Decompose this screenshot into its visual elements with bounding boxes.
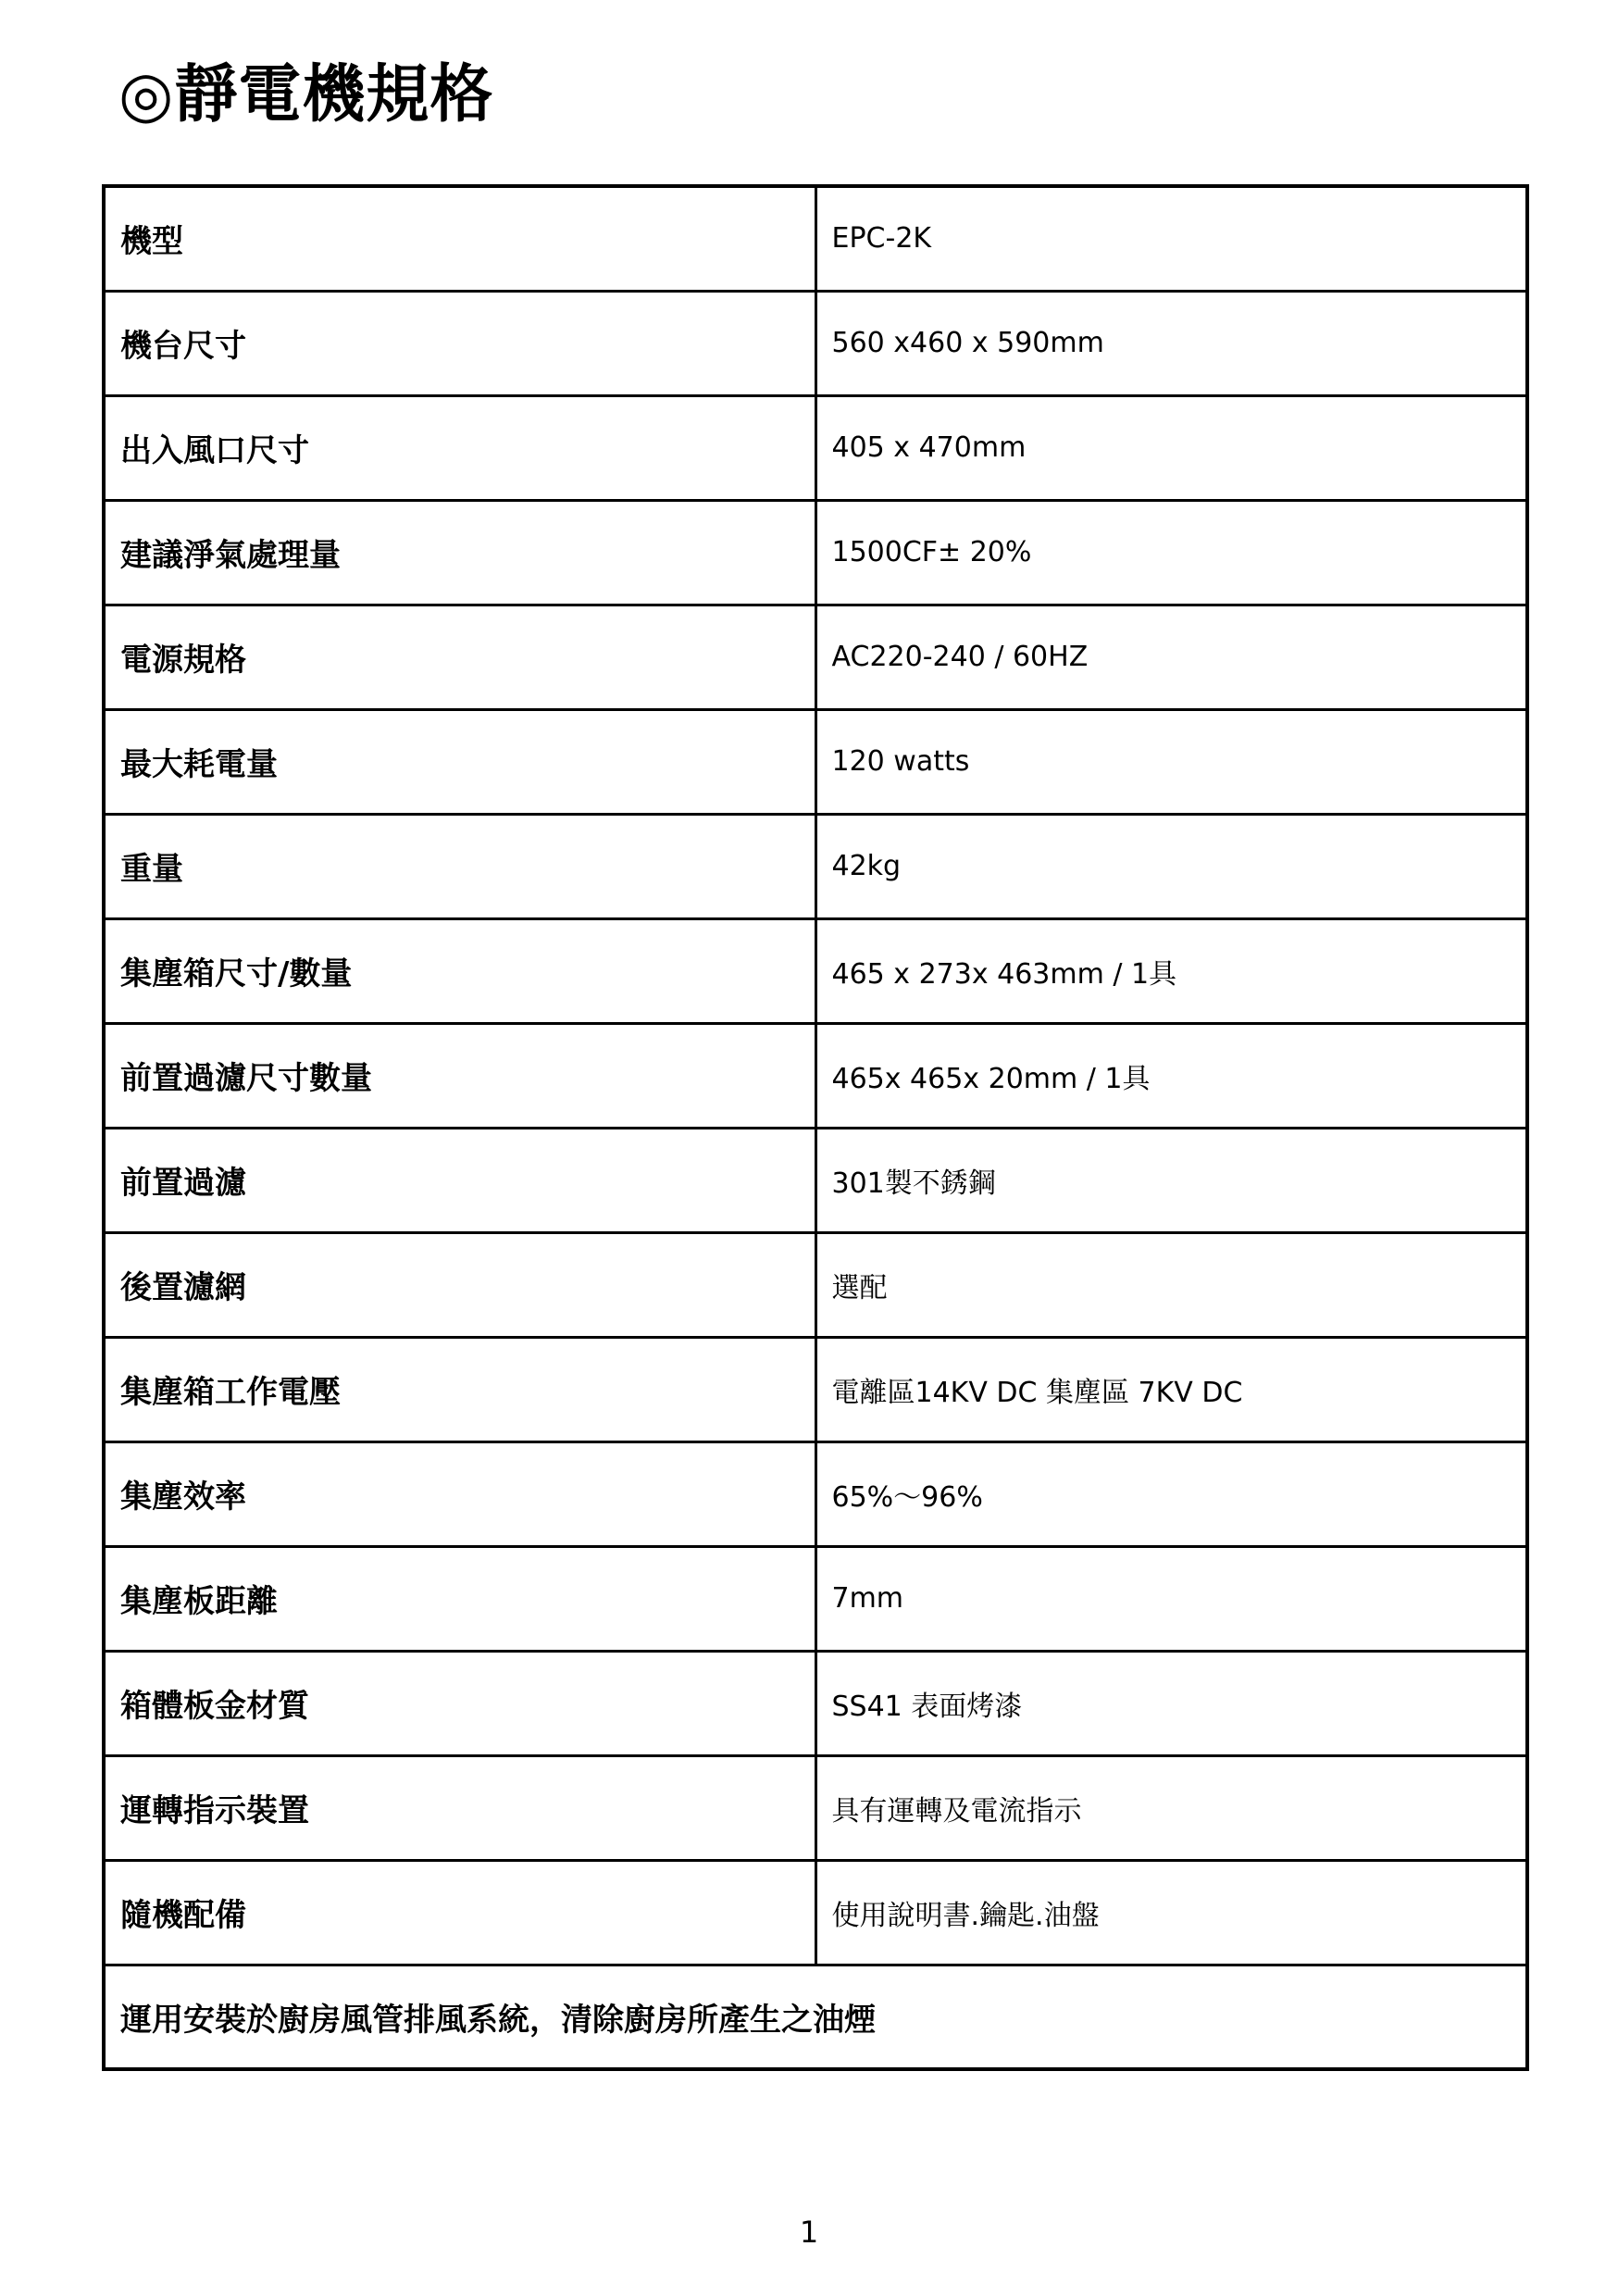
spec-label: 前置過濾: [104, 1128, 815, 1232]
spec-label: 集塵板距離: [104, 1546, 815, 1651]
spec-label: 機台尺寸: [104, 291, 815, 395]
page-title: ◎靜電機規格: [118, 58, 494, 131]
spec-label: 集塵箱尺寸/數量: [104, 918, 815, 1023]
spec-value: 465 x 273x 463mm / 1具: [815, 918, 1527, 1023]
spec-table: [102, 184, 1529, 2071]
table-row: [104, 1337, 1527, 1441]
table-row: [104, 918, 1527, 1023]
table-row: [104, 1128, 1527, 1232]
table-row: [104, 1023, 1527, 1128]
table-row: [104, 1651, 1527, 1755]
spec-label: 集塵效率: [104, 1441, 815, 1546]
table-row: [104, 1441, 1527, 1546]
spec-value: 465x 465x 20mm / 1具: [815, 1023, 1527, 1128]
table-row: [104, 500, 1527, 605]
table-row: [104, 709, 1527, 814]
spec-label: 後置濾網: [104, 1232, 815, 1337]
spec-value: 42kg: [815, 814, 1527, 918]
spec-value: 電離區14KV DC 集塵區 7KV DC: [815, 1337, 1527, 1441]
table-row: [104, 814, 1527, 918]
spec-value: 7mm: [815, 1546, 1527, 1651]
spec-value: SS41 表面烤漆: [815, 1651, 1527, 1755]
spec-label: 建議淨氣處理量: [104, 500, 815, 605]
spec-value: 301製不銹鋼: [815, 1128, 1527, 1232]
usage-note: 運用安裝於廚房風管排風系統，清除廚房所產生之油煙: [104, 1965, 1527, 2069]
spec-value: 120 watts: [815, 709, 1527, 814]
page-number: 1: [799, 2215, 819, 2250]
table-row: [104, 1755, 1527, 1860]
table-row: [104, 1860, 1527, 1965]
spec-label: 箱體板金材質: [104, 1651, 815, 1755]
spec-value: 405 x 470mm: [815, 395, 1527, 500]
table-row: [104, 186, 1527, 291]
spec-value: 使用說明書.鑰匙.油盤: [815, 1860, 1527, 1965]
spec-value: AC220-240 / 60HZ: [815, 605, 1527, 709]
table-row: [104, 291, 1527, 395]
spec-value: 選配: [815, 1232, 1527, 1337]
table-row: [104, 1232, 1527, 1337]
spec-value: 65%～96%: [815, 1441, 1527, 1546]
table-row-note: [104, 1965, 1527, 2069]
spec-label: 集塵箱工作電壓: [104, 1337, 815, 1441]
spec-label: 最大耗電量: [104, 709, 815, 814]
spec-label: 機型: [104, 186, 815, 291]
spec-label: 運轉指示裝置: [104, 1755, 815, 1860]
spec-value: 具有運轉及電流指示: [815, 1755, 1527, 1860]
spec-label: 重量: [104, 814, 815, 918]
table-row: [104, 395, 1527, 500]
spec-value: 1500CF± 20%: [815, 500, 1527, 605]
spec-label: 出入風口尺寸: [104, 395, 815, 500]
spec-value: EPC-2K: [815, 186, 1527, 291]
spec-label: 隨機配備: [104, 1860, 815, 1965]
spec-value: 560 x460 x 590mm: [815, 291, 1527, 395]
spec-label: 電源規格: [104, 605, 815, 709]
table-row: [104, 605, 1527, 709]
table-row: [104, 1546, 1527, 1651]
spec-label: 前置過濾尺寸數量: [104, 1023, 815, 1128]
